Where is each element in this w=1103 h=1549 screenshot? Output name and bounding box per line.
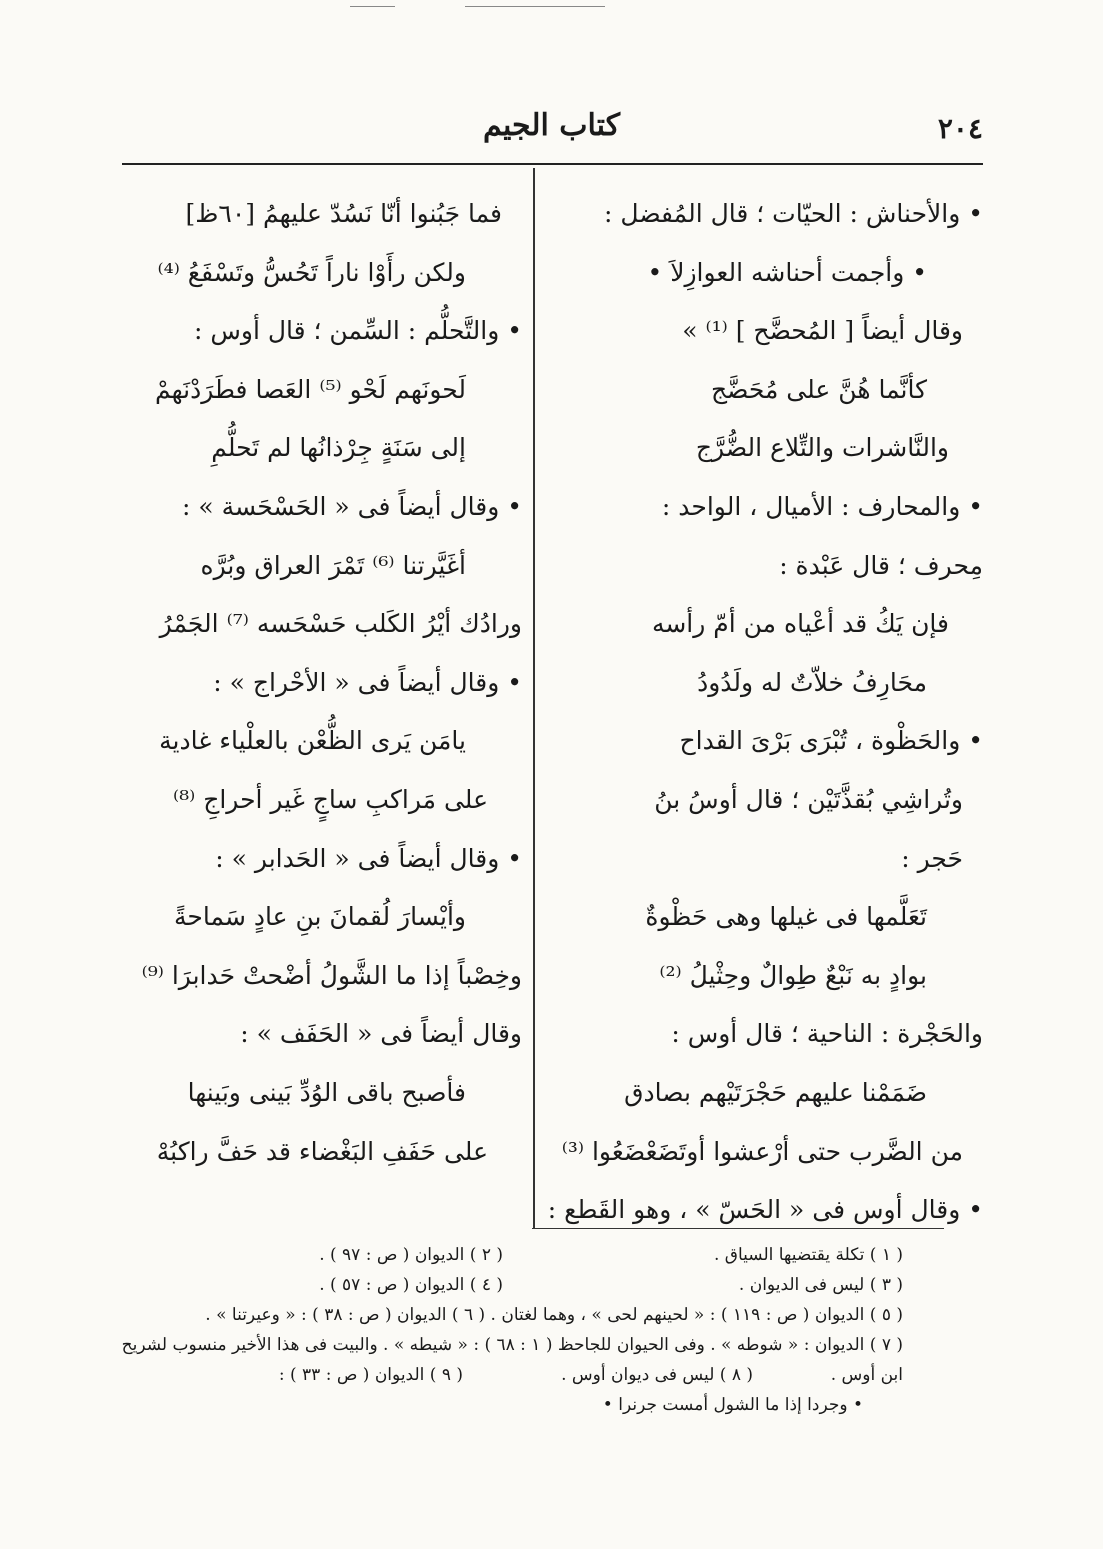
footnote-rule [532, 1228, 944, 1229]
book-title: كتاب الجيم [482, 108, 621, 143]
text-line: من الضَّرب حتى أرْعشوا أوتَضَعْضَعُوا ⁽³⁾ [561, 1136, 963, 1166]
footnote-row [163, 1270, 903, 1300]
footnote-7-continued: ابن أوس . [830, 1365, 903, 1385]
footnote-9-verse: • وجردا إذا ما الشول أمست جرنرا • [602, 1395, 863, 1415]
text-line: فأصبح باقى الوُدِّ بَينى وبَينها [187, 1077, 466, 1107]
right-column [547, 185, 983, 1240]
text-line: وخِصْباً إذا ما الشَّولُ أضْحتْ حَدابرَا ⁽⁹⁾ [141, 960, 522, 990]
text-line: وتُراشِي بُقذَّتَيْن ؛ قال أوسُ بنُ [654, 784, 963, 814]
text-line: ورادُك أيْرُ الكَلب حَسْحَسه ⁽⁷⁾ الجَمْرُ [159, 609, 522, 639]
text-line: على مَراكبِ ساجٍ غَير أحراجِ ⁽⁸⁾ [172, 784, 488, 814]
text-line: • وقال أيضاً فى « الحَدابر » : [215, 843, 522, 873]
column-divider [533, 168, 535, 1228]
text-line: فإن يَكُ قد أعْياه من أمّ رأسه [651, 609, 949, 639]
text-line: أغَيَّرتنا ⁽⁶⁾ تَمْرَ العراق وبُرَّه [200, 550, 466, 580]
text-line: • والمحارف : الأميال ، الواحد : [661, 491, 983, 521]
text-line: تَعَلَّمها فى غيلها وهى حَظْوةٌ [645, 902, 927, 932]
footnote-3: ( ٣ ) ليس فى الديوان . [738, 1275, 903, 1295]
text-line: ضَمَمْنا عليهم حَجْرَتَيْهم بصادق [624, 1077, 927, 1107]
page-header [120, 108, 983, 160]
footnote-row [163, 1390, 903, 1420]
text-line: وقال أيضاً فى « الحَفَف » : [240, 1019, 522, 1049]
text-line: إلى سَنَةٍ جِرْذانُها لم تَحلُّمِ [211, 433, 466, 463]
text-line: • والأحناش : الحيّات ؛ قال المُفضل : [604, 199, 983, 228]
footnote-9: ( ٩ ) الديوان ( ص : ٣٣ ) : [278, 1365, 463, 1385]
text-line: على حَفَفِ البَغْضاء قد حَفَّ راكبُهْ [156, 1136, 488, 1166]
text-line: • والتَّحلُّم : السِّمن ؛ قال أوس : [193, 316, 522, 346]
footnotes [121, 1240, 903, 1420]
page-number: ٢٠٤ [937, 112, 983, 145]
footnote-1: ( ١ ) تكلة يقتضيها السياق . [713, 1245, 903, 1265]
left-column [122, 185, 522, 1181]
text-line: محَارِفُ خلاّتٌ له ولَدُودُ [697, 667, 927, 697]
footnote-row [163, 1360, 903, 1390]
footnote-row [163, 1240, 903, 1270]
text-line: • وقال أوس فى « الحَسّ » ، وهو القَطع : [547, 1195, 983, 1225]
text-line: حَجر : [901, 843, 963, 873]
text-line: • والحَظْوة ، تُبْرَى بَرْىَ القداح [679, 726, 983, 756]
text-line: وأيْسارَ لُقمانَ بنِ عادٍ سَماحةً [174, 902, 466, 932]
text-line: والحَجْرة : الناحية ؛ قال أوس : [671, 1019, 983, 1049]
text-line: • وقال أيضاً فى « الحَسْحَسة » : [181, 491, 522, 521]
text-line: كأنَّما هُنَّ على مُحَضَّج [711, 374, 927, 404]
footnote-8: ( ٨ ) ليس فى ديوان أوس . [561, 1365, 753, 1385]
text-line: • وأجمت أحناشه العوازِلاَ • [647, 257, 927, 287]
footnote-7: ( ٧ ) الديوان : « شوطه » . وفى الحيوان للجاحظ ( ١ : ٦٨ ) : « شيطه » . والبيت فى هذا الأخير منسوب لشريح [121, 1335, 903, 1355]
text-line: وقال أيضاً [ المُحضَّح ] ⁽¹⁾ » [682, 316, 963, 346]
text-line: لَحونَهم لَحْو ⁽⁵⁾ العَصا فطَرَدْنَهمْ [155, 374, 466, 404]
text-line: مِحرف ؛ قال عَبْدة : [779, 550, 983, 580]
footnote-5-6: ( ٥ ) الديوان ( ص : ١١٩ ) : « لحينهم لحى » ، وهما لغتان . ( ٦ ) الديوان ( ص : ٣٨ ) : « وعيرتنا » . [205, 1305, 903, 1325]
text-line: ولكن رأَوْا ناراً تَحُسُّ وتَسْفَعُ ⁽⁴⁾ [157, 257, 466, 287]
text-line: والنَّاشرات والتِّلاع الضُّرَّج [695, 433, 949, 463]
top-scan-marks [350, 6, 650, 12]
text-line: فما جَبُنوا أنّا نَسُدّ عليهمُ [٦٠ظ] [185, 199, 502, 228]
footnote-row [163, 1300, 903, 1330]
text-line: يامَن يَرى الظُّعْن بالعلْياء غادية [159, 726, 466, 756]
footnote-2: ( ٢ ) الديوان ( ص : ٩٧ ) . [319, 1245, 503, 1265]
footnote-row [121, 1330, 903, 1360]
text-line: • وقال أيضاً فى « الأحْراج » : [213, 667, 522, 697]
footnote-4: ( ٤ ) الديوان ( ص : ٥٧ ) . [319, 1275, 503, 1295]
header-rule [122, 163, 983, 165]
text-line: بوادٍ به نَبْعٌ طِوالٌ وحِثْيلُ ⁽²⁾ [659, 960, 927, 990]
